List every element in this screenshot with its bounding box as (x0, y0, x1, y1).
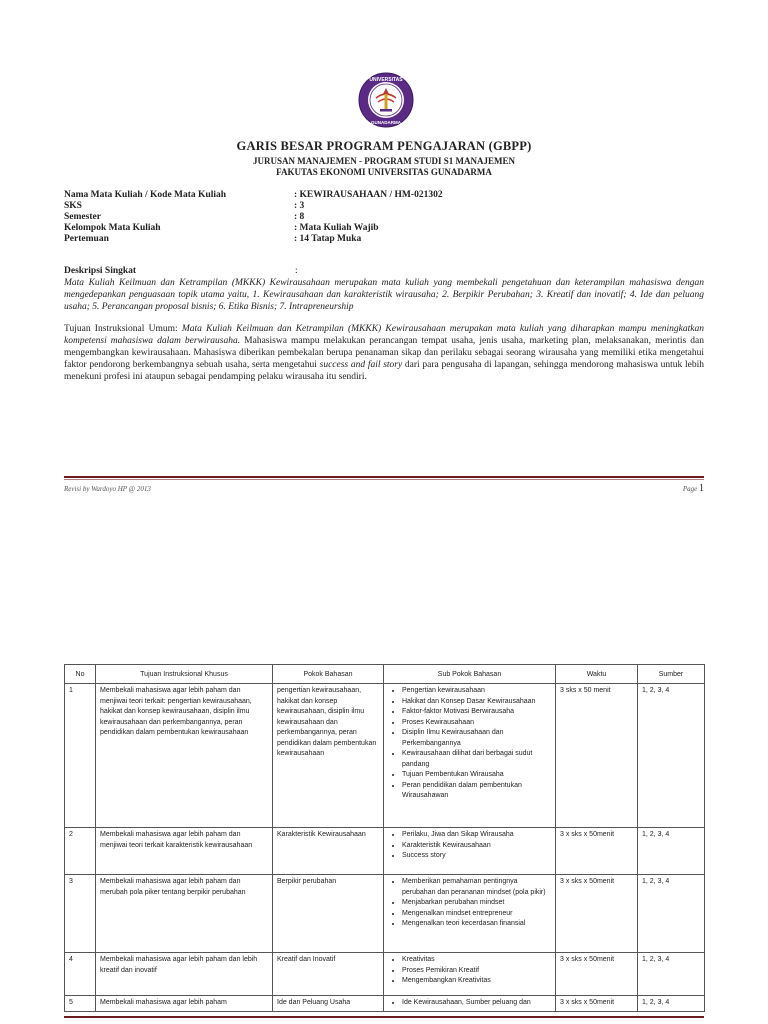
sub-topic-item: • Mengenalkan teori kecerdasan finansial (402, 919, 551, 930)
sub-topic-item: • Disiplin Ilmu Kewirausahaan dan Perkembangannya (402, 728, 551, 749)
course-info (64, 190, 704, 245)
sub-topic-item: • Faktor-faktor Motivasi Berwirausaha (402, 707, 551, 718)
cell-sumber: 1, 2, 3, 4 (638, 875, 705, 953)
sub-topic-item: • Peran pendidikan dalam pembentukan Wirausahawan (402, 781, 551, 802)
column-header-sumber: Sumber (638, 665, 705, 684)
cell-no: 5 (65, 996, 96, 1012)
info-row (64, 190, 704, 201)
cell-pokok: Berpikir perubahan (273, 875, 384, 953)
sub-topic-item: • Memberikan pemahaman pentingnya perubahan dan perananan mindset (pola pikir) (402, 877, 551, 898)
cell-sumber: 1, 2, 3, 4 (638, 828, 705, 875)
general-objective-italic-story: success and fail story (319, 360, 403, 370)
sub-topic-item: • Proses Kewirausahaan (402, 718, 551, 729)
table-row (65, 684, 705, 828)
info-label: Nama Mata Kuliah / Kode Mata Kuliah (64, 190, 227, 200)
column-header-tik: Tujuan Instruksional Khusus (96, 665, 273, 684)
cell-no: 3 (65, 875, 96, 953)
general-objective-italic: Mata Kuliah Keilmuan dan Ketrampilan (MKKK) Kewirausahaan merupakan mata kuliah yang diharapkan mampu meningkatkan kompetensi mahasiswa dalam berwirausaha. (64, 324, 704, 346)
cell-pokok: Kreatif dan Inovatif (273, 953, 384, 996)
info-row (64, 212, 704, 223)
cell-waktu: 3 x sks x 50menit (556, 828, 638, 875)
description-text: Mata Kuliah Keilmuan dan Ketrampilan (MKKK) Kewirausahaan merupakan mata kuliah yang membekali pengetahuan dan keterampilan mahasiswa dengan mengedepankan penguasaan topik utama yaitu, 1. Kewirausahaan dan karakteristik wirausaha; 2. Berpikir Perubahan; 3. Kreatif dan inovatif; 4. Ide dan peluang usaha; 5. Perancangan proposal bisnis; 6. Etika Bisnis; 7. Intrapreneurship (64, 278, 704, 312)
cell-sub (384, 875, 556, 953)
table-row (65, 875, 705, 953)
table-row (65, 996, 705, 1012)
page-bottom-divider (64, 1016, 704, 1018)
sub-topic-item: • Mengenalkan mindset entrepreneur (402, 909, 551, 920)
sub-topic-item: • Mengembangkan Kreativitas (402, 976, 551, 987)
cell-pokok: Karakteristik Kewirausahaan (273, 828, 384, 875)
cell-sub (384, 828, 556, 875)
sub-topic-item: • Success story (402, 851, 551, 862)
column-header-sub: Sub Pokok Bahasan (384, 665, 556, 684)
info-label: Kelompok Mata Kuliah (64, 223, 161, 233)
sub-topic-item: • Tujuan Pembentukan Wirausaha (402, 770, 551, 781)
cell-pokok: Ide dan Peluang Usaha (273, 996, 384, 1012)
table-row (65, 953, 705, 996)
cell-sub (384, 996, 556, 1012)
svg-text:GUNADARMA: GUNADARMA (371, 120, 401, 125)
info-value: : KEWIRAUSAHAAN / HM-021302 (294, 190, 443, 200)
cell-no: 1 (65, 684, 96, 828)
general-objective-paragraph (64, 323, 704, 383)
cell-no: 2 (65, 828, 96, 875)
cell-waktu: 3 x sks x 50menit (556, 996, 638, 1012)
sub-topic-item: • Kewirausahaan dilihat dari berbagai sudut pandang (402, 749, 551, 770)
info-label: SKS (64, 201, 82, 211)
cell-waktu: 3 x sks x 50menit (556, 875, 638, 953)
info-row (64, 223, 704, 234)
info-row (64, 201, 704, 212)
column-header-waktu: Waktu (556, 665, 638, 684)
cell-waktu: 3 x sks x 50menit (556, 953, 638, 996)
cell-sub (384, 953, 556, 996)
page-number-value: 1 (699, 483, 704, 494)
svg-text:UNIVERSITAS: UNIVERSITAS (369, 77, 403, 83)
cell-sumber: 1, 2, 3, 4 (638, 684, 705, 828)
column-header-pokok: Pokok Bahasan (273, 665, 384, 684)
cell-sumber: 1, 2, 3, 4 (638, 996, 705, 1012)
page-number (683, 483, 704, 494)
general-objective-lead: Tujuan Instruksional Umum: (64, 324, 182, 334)
info-label: Pertemuan (64, 234, 109, 244)
cell-waktu: 3 sks x 50 menit (556, 684, 638, 828)
sub-topic-item: • Kreativitas (402, 955, 551, 966)
university-seal-icon (358, 72, 414, 128)
cell-pokok: pengertian kewirausahaan, hakikat dan konsep kewirausahaan, disiplin ilmu kewirausahaan dan perkembangannya, peran pendidikan dalam pembentukan kewirausahaan (273, 684, 384, 828)
sub-topic-item: • Proses Pemikiran Kreatif (402, 966, 551, 977)
page-label: Page (682, 485, 699, 493)
cell-tik: Membekali mahasiswa agar lebih paham dan merubah pola piker tentang berpikir perubahan (96, 875, 273, 953)
general-objective-text: Mahasiswa mampu melakukan perancangan tempat usaha, jenis usaha, marketing plan, melaksanakan, merintis dan mengembangkan kewirausahaan. Mahasiswa diberikan pembekalan berupa penanaman sikap dan perilaku sebagai seorang wirausaha yang memiliki etika mengetahui faktor pendorong berkembangnya sebuah usaha, serta mengetahui (64, 336, 705, 370)
document-subtitle-faculty: FAKUTAS EKONOMI UNIVERSITAS GUNADARMA (276, 167, 492, 177)
description-colon: : (295, 266, 298, 276)
gbpp-table (64, 664, 705, 1012)
cell-no: 4 (65, 953, 96, 996)
cell-tik: Membekali mahasiswa agar lebih paham dan menjiwai teori terkait: pengertian kewirausahaan, hakikat dan konsep kewirausahaan, disiplin ilmu kewirausahaan dan perkembangannya, peran pendidikan dalam pembentukan kewirausahaan (96, 684, 273, 828)
general-objective-text-end: dari para pengusaha di lapangan, sehingga mendorong mahasiswa untuk lebih menekuni profesi ini ataupun sebagai pendamping pelaku wirausaha itu sendiri. (64, 360, 704, 382)
document-subtitle-department: JURUSAN MANAJEMEN - PROGRAM STUDI S1 MANAJEMEN (253, 156, 515, 166)
sub-topic-item: • Menjabarkan perubahan mindset (402, 898, 551, 909)
info-value: : 14 Tatap Muka (294, 234, 362, 244)
footer-divider (64, 476, 704, 478)
column-header-no: No (65, 665, 96, 684)
cell-tik: Membekali mahasiswa agar lebih paham dan menjiwai teori terkait karakteristik kewirausahaan (96, 828, 273, 875)
sub-topic-item: • Pengertian kewirausahaan (402, 686, 551, 697)
info-label: Semester (64, 212, 101, 222)
revision-note: Revisi by Wardoyo HP @ 2013 (64, 485, 151, 493)
sub-topic-item: • Ide Kewirausahaan, Sumber peluang dan (402, 998, 551, 1009)
cell-tik: Membekali mahasiswa agar lebih paham dan lebih kreatif dan inovatif (96, 953, 273, 996)
table-header-row (65, 665, 705, 684)
info-value: : 3 (294, 201, 305, 211)
info-row (64, 234, 704, 245)
info-value: : Mata Kuliah Wajib (294, 223, 379, 233)
cell-tik: Membekali mahasiswa agar lebih paham (96, 996, 273, 1012)
info-value: : 8 (294, 212, 305, 222)
sub-topic-item: • Hakikat dan Konsep Dasar Kewirausahaan (402, 697, 551, 708)
document-title: GARIS BESAR PROGRAM PENGAJARAN (GBPP) (236, 139, 532, 153)
footer-divider-thin (64, 479, 704, 480)
table-row (65, 828, 705, 875)
cell-sub (384, 684, 556, 828)
sub-topic-item: • Karakteristik Kewirausahaan (402, 841, 551, 852)
sub-topic-item: • Perilaku, Jiwa dan Sikap Wirausaha (402, 830, 551, 841)
description-heading: Deskripsi Singkat (64, 266, 137, 276)
cell-sumber: 1, 2, 3, 4 (638, 953, 705, 996)
